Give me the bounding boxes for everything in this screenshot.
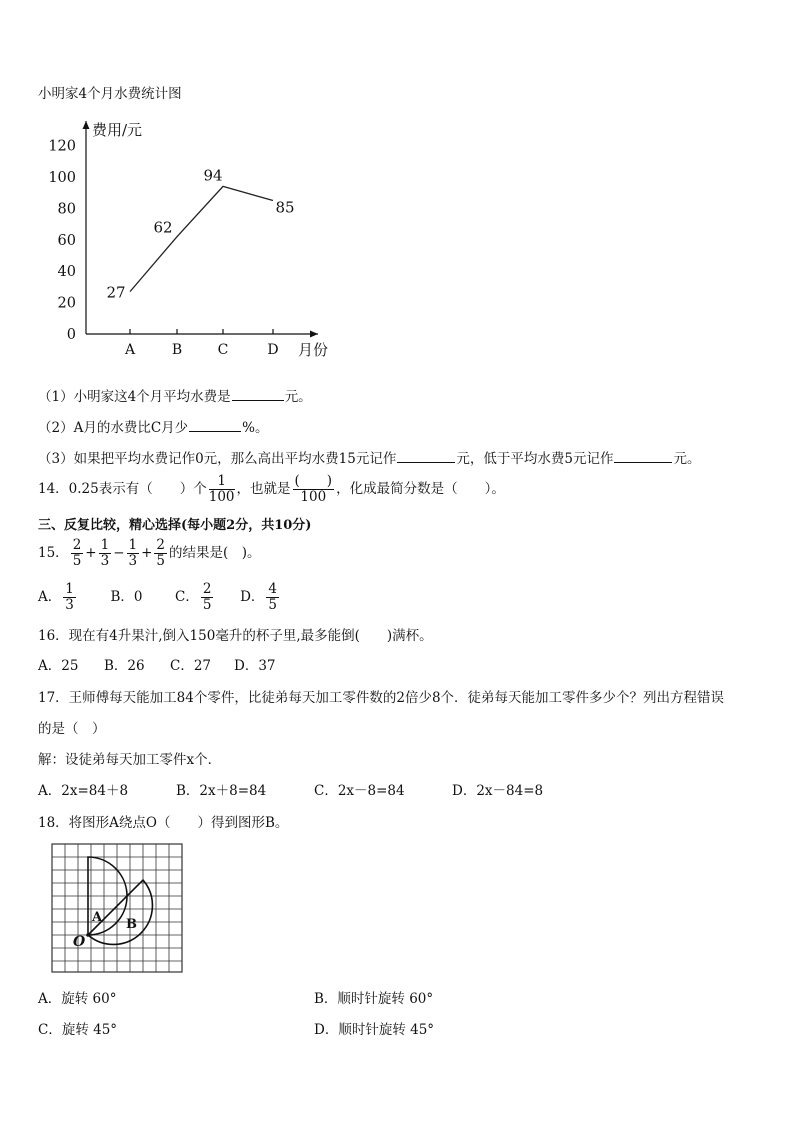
x-axis-label: 月份 (298, 341, 329, 359)
y-axis-label: 费用/元 (92, 121, 143, 139)
q17-option-b[interactable]: B．2x＋8=84 (176, 783, 267, 799)
question-16: 16．现在有4升果汁,倒入150毫升的杯子里,最多能倒( )满杯。 (38, 628, 433, 644)
question-15 (38, 535, 261, 571)
q15-frac-2-den: 3 (100, 553, 110, 569)
q14-text-before: 14．0.25表示有（ ）个 (38, 481, 207, 497)
q16-option-b[interactable]: B．26 (104, 658, 145, 674)
q15-frac-2 (99, 538, 112, 569)
q15-option-a-num: 1 (65, 581, 74, 597)
q15-frac-3 (127, 538, 140, 569)
x-tick-label: D (267, 342, 279, 358)
q13-p1-blank[interactable] (232, 399, 284, 401)
q13-p2-text: （2）A月的水费比C月少 (38, 420, 189, 436)
q15-option-d-label: D． (240, 589, 265, 605)
q14-fraction-2 (293, 474, 335, 505)
label-a: A (92, 910, 103, 925)
data-label: 62 (153, 218, 173, 237)
y-tick-label: 0 (66, 327, 76, 343)
q15-option-a-frac (63, 582, 76, 613)
q13-part3 (38, 447, 700, 467)
x-axis-arrow (310, 331, 318, 338)
y-axis-arrow (83, 121, 90, 129)
q13-part2 (38, 416, 269, 436)
q14-f2-denominator: 100 (300, 489, 327, 505)
q14-f1-numerator: 1 (209, 474, 235, 490)
q14-f2-numerator[interactable]: ( ) (294, 473, 333, 489)
q13-p1-text: （1）小明家这4个月平均水费是 (38, 389, 231, 405)
question-17-line2: 的是（ ） (38, 721, 106, 737)
q15-frac-3-den: 3 (128, 553, 138, 569)
q15-option-d[interactable] (240, 581, 281, 613)
q14-fraction-1 (209, 474, 235, 505)
q18-option-a[interactable]: A．旋转 60° (38, 991, 117, 1007)
x-tick-label: B (171, 342, 183, 358)
q13-part1 (38, 385, 312, 405)
q15-option-d-num: 4 (268, 581, 277, 597)
y-tick-label: 60 (57, 232, 76, 249)
q13-p3-blank1[interactable] (397, 461, 455, 463)
q13-p3-text: （3）如果把平均水费记作0元，那么高出平均水费15元记作 (38, 451, 397, 467)
q15-option-c-frac (201, 582, 214, 613)
q15-option-a-label: A． (38, 589, 62, 605)
section-3-heading: 三、反复比较，精心选择(每小题2分，共10分) (38, 518, 312, 533)
q15-option-b[interactable]: B．0 (110, 589, 143, 605)
label-o: O (73, 934, 86, 950)
q13-p3-unit: 元。 (673, 451, 701, 467)
q16-option-a[interactable]: A．25 (38, 658, 79, 674)
q15-frac-2-num: 1 (100, 537, 110, 553)
y-tick-label: 100 (48, 170, 76, 186)
q13-p2-blank[interactable] (189, 430, 241, 432)
grid-lines (52, 844, 182, 972)
label-b: B (126, 917, 137, 932)
q15-frac-4-num: 2 (156, 537, 165, 553)
point-o (86, 933, 90, 937)
rotation-grid-figure (48, 842, 188, 974)
line-chart (40, 115, 400, 365)
q13-p1-unit: 元。 (284, 389, 312, 405)
q15-op-3: + (141, 545, 153, 561)
q14-text-after: ，化成最简分数是（ ）。 (336, 481, 505, 497)
chart-title: 小明家4个月水费统计图 (38, 86, 182, 102)
q16-option-d[interactable]: D．37 (234, 658, 276, 674)
q15-options (38, 579, 281, 615)
q14-f1-denominator: 100 (208, 489, 235, 505)
q15-frac-1 (71, 538, 84, 569)
q15-frac-4 (154, 538, 167, 569)
q15-number: 15． (38, 545, 69, 561)
data-label: 27 (106, 283, 126, 302)
question-18: 18．将图形A绕点O（ ）得到图形B。 (38, 815, 289, 831)
q17-option-a[interactable]: A．2x=84＋8 (38, 783, 129, 799)
q14-text-mid: ，也就是 (236, 481, 291, 497)
q15-option-d-den: 5 (268, 597, 277, 613)
q15-frac-3-num: 1 (128, 537, 138, 553)
q15-text-after: 的结果是( )。 (169, 545, 261, 561)
q16-option-c[interactable]: C．27 (170, 658, 212, 674)
q17-option-c[interactable]: C．2x－8=84 (314, 783, 405, 799)
q15-op-2: − (113, 545, 125, 561)
q15-op-1: + (85, 545, 97, 561)
data-label: 94 (203, 166, 223, 185)
q17-option-d[interactable]: D．2x－84=8 (452, 783, 544, 799)
x-tick-label: C (217, 342, 229, 358)
q17-solution: 解：设徒弟每天加工零件x个． (38, 752, 222, 768)
q15-option-a-den: 3 (65, 597, 74, 613)
q18-option-b[interactable]: B．顺时针旋转 60° (314, 991, 434, 1007)
q15-option-c-label: C． (175, 589, 199, 605)
question-17-line1: 17．王师傅每天能加工84个零件，比徒弟每天加工零件数的2倍少8个．徒弟每天能加工零件多少个？列出方程错误 (38, 690, 725, 706)
q15-frac-4-den: 5 (156, 553, 165, 569)
y-tick-label: 40 (57, 264, 76, 281)
q15-option-c-num: 2 (202, 581, 212, 597)
q15-frac-1-den: 5 (72, 553, 82, 569)
q15-option-d-frac (266, 582, 279, 613)
data-line (130, 186, 273, 291)
q15-option-a[interactable] (38, 581, 78, 613)
data-label: 85 (275, 198, 295, 217)
q13-p3-mid: 元，低于平均水费5元记作 (456, 451, 614, 467)
q13-p3-blank2[interactable] (614, 461, 672, 463)
q18-option-c[interactable]: C．旋转 45° (38, 1022, 118, 1038)
q15-option-c-den: 5 (202, 597, 212, 613)
q15-option-c[interactable] (175, 581, 215, 613)
q18-option-d[interactable]: D．顺时针旋转 45° (314, 1022, 435, 1038)
q13-p2-unit: %。 (242, 420, 269, 436)
x-tick-label: A (124, 342, 136, 358)
y-tick-label: 120 (48, 138, 76, 155)
question-14 (38, 472, 505, 506)
q15-frac-1-num: 2 (72, 537, 82, 553)
y-tick-label: 80 (57, 201, 76, 218)
y-tick-label: 20 (57, 295, 76, 312)
